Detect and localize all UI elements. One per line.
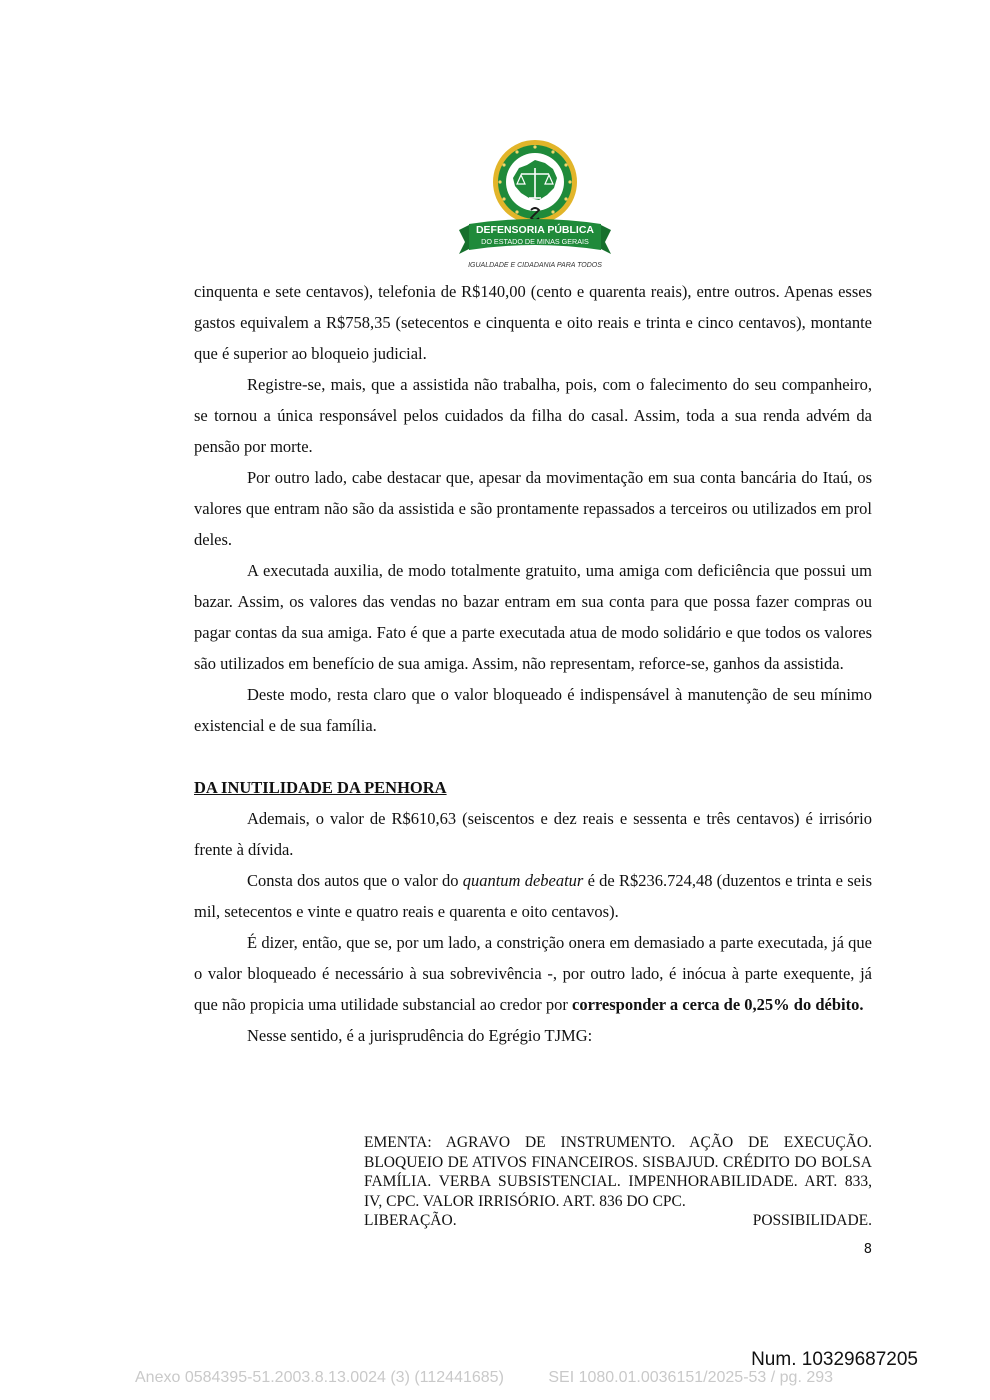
page-number: 8 bbox=[863, 1242, 872, 1257]
footer-sei-ref: SEI 1080.01.0036151/2025-53 / pg. 293 bbox=[548, 1369, 834, 1386]
paragraph-text: Consta dos autos que o valor do bbox=[247, 871, 463, 890]
paragraph: Por outro lado, cabe destacar que, apesar da movimentação em sua conta bancária do Itaú, os valores que entram não são da assistida e são prontamente repassados a terceiros ou utilizados em prol deles. bbox=[194, 468, 872, 549]
paragraph: A executada auxilia, de modo totalmente gratuito, uma amiga com deficiência que possui um bazar. Assim, os valores das vendas no bazar entram em sua conta para que possa fazer compras ou pagar contas da sua amiga. Fato é que a parte executada atua de modo solidário e que todos os valores são utilizados em benefício de sua amiga. Assim, não representam, reforce-se, ganhos da assistida. bbox=[194, 561, 872, 673]
ementa-last-left: LIBERAÇÃO. bbox=[364, 1212, 457, 1229]
paragraph: cinquenta e sete centavos), telefonia de R$140,00 (cento e quarenta reais), entre outros. Apenas esses gastos equivalem a R$758,35 (setecentos e cinquenta e oito reais e trinta e cinco centavos), montante que é superior ao bloqueio judicial. bbox=[194, 282, 872, 363]
defensoria-logo bbox=[455, 138, 615, 270]
logo-title: DEFENSORIA PÚBLICA bbox=[475, 224, 595, 236]
paragraph bbox=[194, 865, 872, 927]
paragraph bbox=[194, 927, 872, 1020]
document-body bbox=[194, 276, 872, 1051]
ementa-quote bbox=[364, 1133, 872, 1231]
paragraph: Deste modo, resta claro que o valor bloqueado é indispensável à manutenção de seu mínimo existencial e de sua família. bbox=[194, 685, 872, 735]
footer-watermark bbox=[135, 1369, 875, 1387]
paragraph: Registre-se, mais, que a assistida não trabalha, pois, com o falecimento do seu companheiro, se tornou a única responsável pelos cuidados da filha do casal. Assim, toda a sua renda advém da pensão por morte. bbox=[194, 375, 872, 456]
ementa-last-line bbox=[364, 1211, 872, 1231]
logo-subtitle: DO ESTADO DE MINAS GERAIS bbox=[481, 237, 589, 246]
ementa-last-right: POSSIBILIDADE. bbox=[752, 1212, 872, 1229]
paragraph: Ademais, o valor de R$610,63 (seiscentos e dez reais e sessenta e três centavos) é irrisório frente à dívida. bbox=[194, 809, 872, 859]
footer-annex-ref: Anexo 0584395-51.2003.8.13.0024 (3) (112441685) bbox=[135, 1369, 504, 1386]
logo-motto: IGUALDADE E CIDADANIA PARA TODOS bbox=[468, 262, 602, 269]
defensoria-seal-icon bbox=[455, 138, 615, 270]
italic-term: quantum debeatur bbox=[462, 871, 584, 890]
section-heading: DA INUTILIDADE DA PENHORA bbox=[194, 778, 447, 797]
document-number-stamp: Num. 10329687205 bbox=[751, 1349, 918, 1370]
paragraph: Nesse sentido, é a jurisprudência do Egrégio TJMG: bbox=[247, 1026, 593, 1045]
paragraph-text: É dizer, então, que se, por um lado, a constrição onera em demasiado a parte executada, já que o valor bloqueado é necessário à sua sobrevivência -, por outro lado, é inócua à parte exequente, já que não propicia uma utilidade substancial ao credor por bbox=[194, 933, 872, 1014]
paragraph-text: é de R$236.724,48 (duzentos e trinta e seis mil, setecentos e vinte e quatro reais e quarenta e oito centavos). bbox=[194, 871, 872, 921]
ementa-text: EMENTA: AGRAVO DE INSTRUMENTO. AÇÃO DE EXECUÇÃO. BLOQUEIO DE ATIVOS FINANCEIROS. SISBAJUD. CRÉDITO DO BOLSA FAMÍLIA. VERBA SUBSISTENCIAL. IMPENHORABILIDADE. ART. 833, IV, CPC. VALOR IRRISÓRIO. ART. 836 DO CPC. bbox=[364, 1134, 872, 1210]
bold-emphasis: corresponder a cerca de 0,25% do débito. bbox=[572, 995, 864, 1014]
